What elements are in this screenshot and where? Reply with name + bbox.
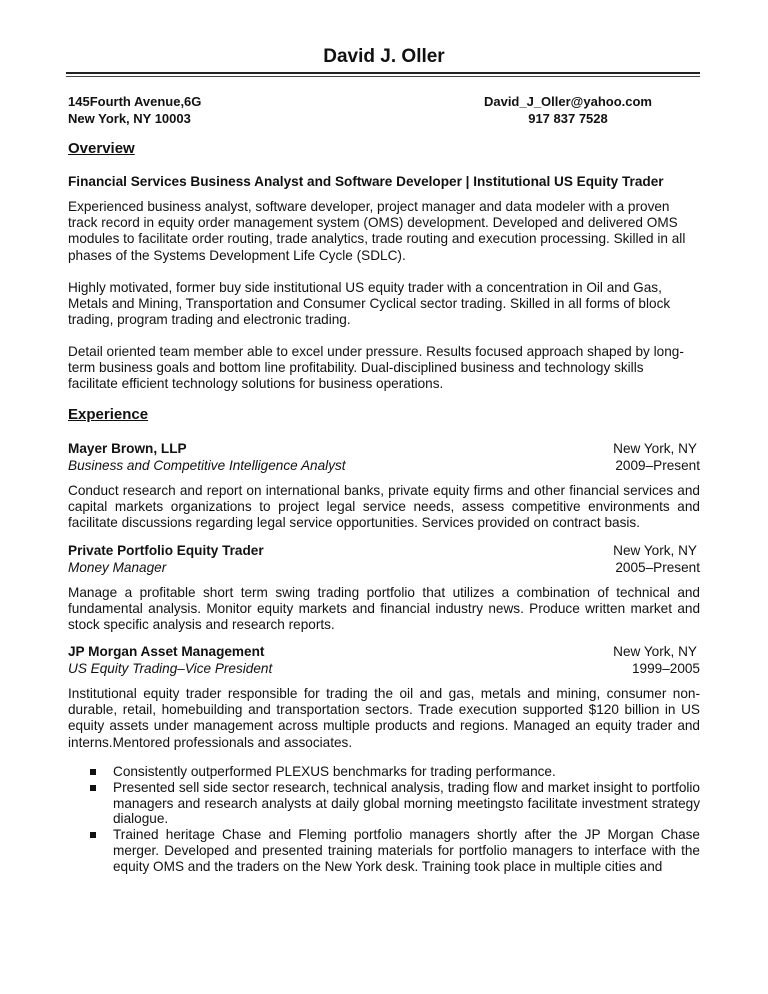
resume-name: David J. Oller: [323, 46, 445, 67]
job-title: US Equity Trading–Vice President: [68, 661, 273, 676]
job-dates: 1999–2005: [631, 661, 700, 676]
list-item: Presented sell side sector research, technical analysis, trading flow and market insight to portfolio managers and research analysts at daily global morning meetingsto facilitate investment strategy dialogue.: [68, 780, 700, 827]
job-dates: 2005–Present: [615, 560, 700, 575]
job-description-1: Conduct research and report on international banks, private equity firms and other financial services and capital markets organizations to project legal service needs, assess competitive environments and facilitate discussions regarding legal service opportunities. Services provided on contract basis.: [68, 483, 700, 531]
job-company: JP Morgan Asset Management: [68, 644, 265, 659]
experience-heading: Experience: [68, 406, 149, 423]
job-company: Private Portfolio Equity Trader: [68, 543, 264, 558]
overview-paragraph-3: Detail oriented team member able to excel under pressure. Results focused approach shaped by long- term business goals and bottom line profitability. Dual-disciplined business and technology skills facilitate efficient technology solutions for business operations.: [68, 344, 684, 392]
bullet-square-icon: [90, 832, 96, 838]
bullet-square-icon: [90, 769, 96, 775]
job-title: Business and Competitive Intelligence Analyst: [68, 458, 346, 473]
header-divider-thin: [66, 76, 700, 77]
job-bullet-list: [68, 764, 700, 875]
job-location: New York, NY: [613, 644, 697, 659]
job-location: New York, NY: [613, 441, 697, 456]
job-description-3: Institutional equity trader responsible for trading the oil and gas, metals and mining, consumer non-durable, retail, homebuilding and transportation sectors. Trade execution supported $120 billion in US equity assets under management across multiple products and regions. Managed an equity trader and interns.Mentored professionals and associates.: [68, 686, 700, 750]
address-block: [68, 93, 201, 127]
header-divider: [66, 72, 700, 74]
overview-heading: Overview: [68, 140, 135, 157]
job-location: New York, NY: [613, 543, 697, 558]
overview-paragraph-2: Highly motivated, former buy side institutional US equity trader with a concentration in Oil and Gas, Metals and Mining, Transportation and Consumer Cyclical sector trading. Skilled in all forms of block trading, program trading and electronic trading.: [68, 280, 671, 328]
overview-tagline: Financial Services Business Analyst and Software Developer | Institutional US Equity Trader: [68, 174, 664, 189]
address-line-1: 145Fourth Avenue,6G: [68, 94, 202, 109]
job-company: Mayer Brown, LLP: [68, 441, 187, 456]
job-description-2: Manage a profitable short term swing trading portfolio that utilizes a combination of technical and fundamental analysis. Monitor equity markets and financial industry news. Produce written market and stock specific analysis and research reports.: [68, 585, 700, 633]
job-dates: 2009–Present: [615, 458, 700, 473]
email-address[interactable]: David_J_Oller@yahoo.com: [483, 94, 652, 109]
overview-paragraph-1: Experienced business analyst, software developer, project manager and data modeler with a proven track record in equity order management system (OMS) development. Developed and delivered OMS modules to facilitate order routing, trade analytics, trade routing and execution processing. Skilled in all phases of the Systems Development Life Cycle (SDLC).: [68, 199, 686, 263]
job-title: Money Manager: [68, 560, 167, 575]
phone-number: 917 837 7528: [528, 111, 608, 126]
list-item: Trained heritage Chase and Fleming portfolio managers shortly after the JP Morgan Chase merger. Developed and presented training materials for portfolio managers to interface with the equity OMS and the traders on the New York desk. Training took place in multiple cities and: [68, 827, 700, 874]
address-line-2: New York, NY 10003: [68, 111, 191, 126]
contact-block: [484, 93, 652, 127]
bullet-square-icon: [90, 785, 96, 791]
list-item: Consistently outperformed PLEXUS benchmarks for trading performance.: [68, 764, 700, 780]
